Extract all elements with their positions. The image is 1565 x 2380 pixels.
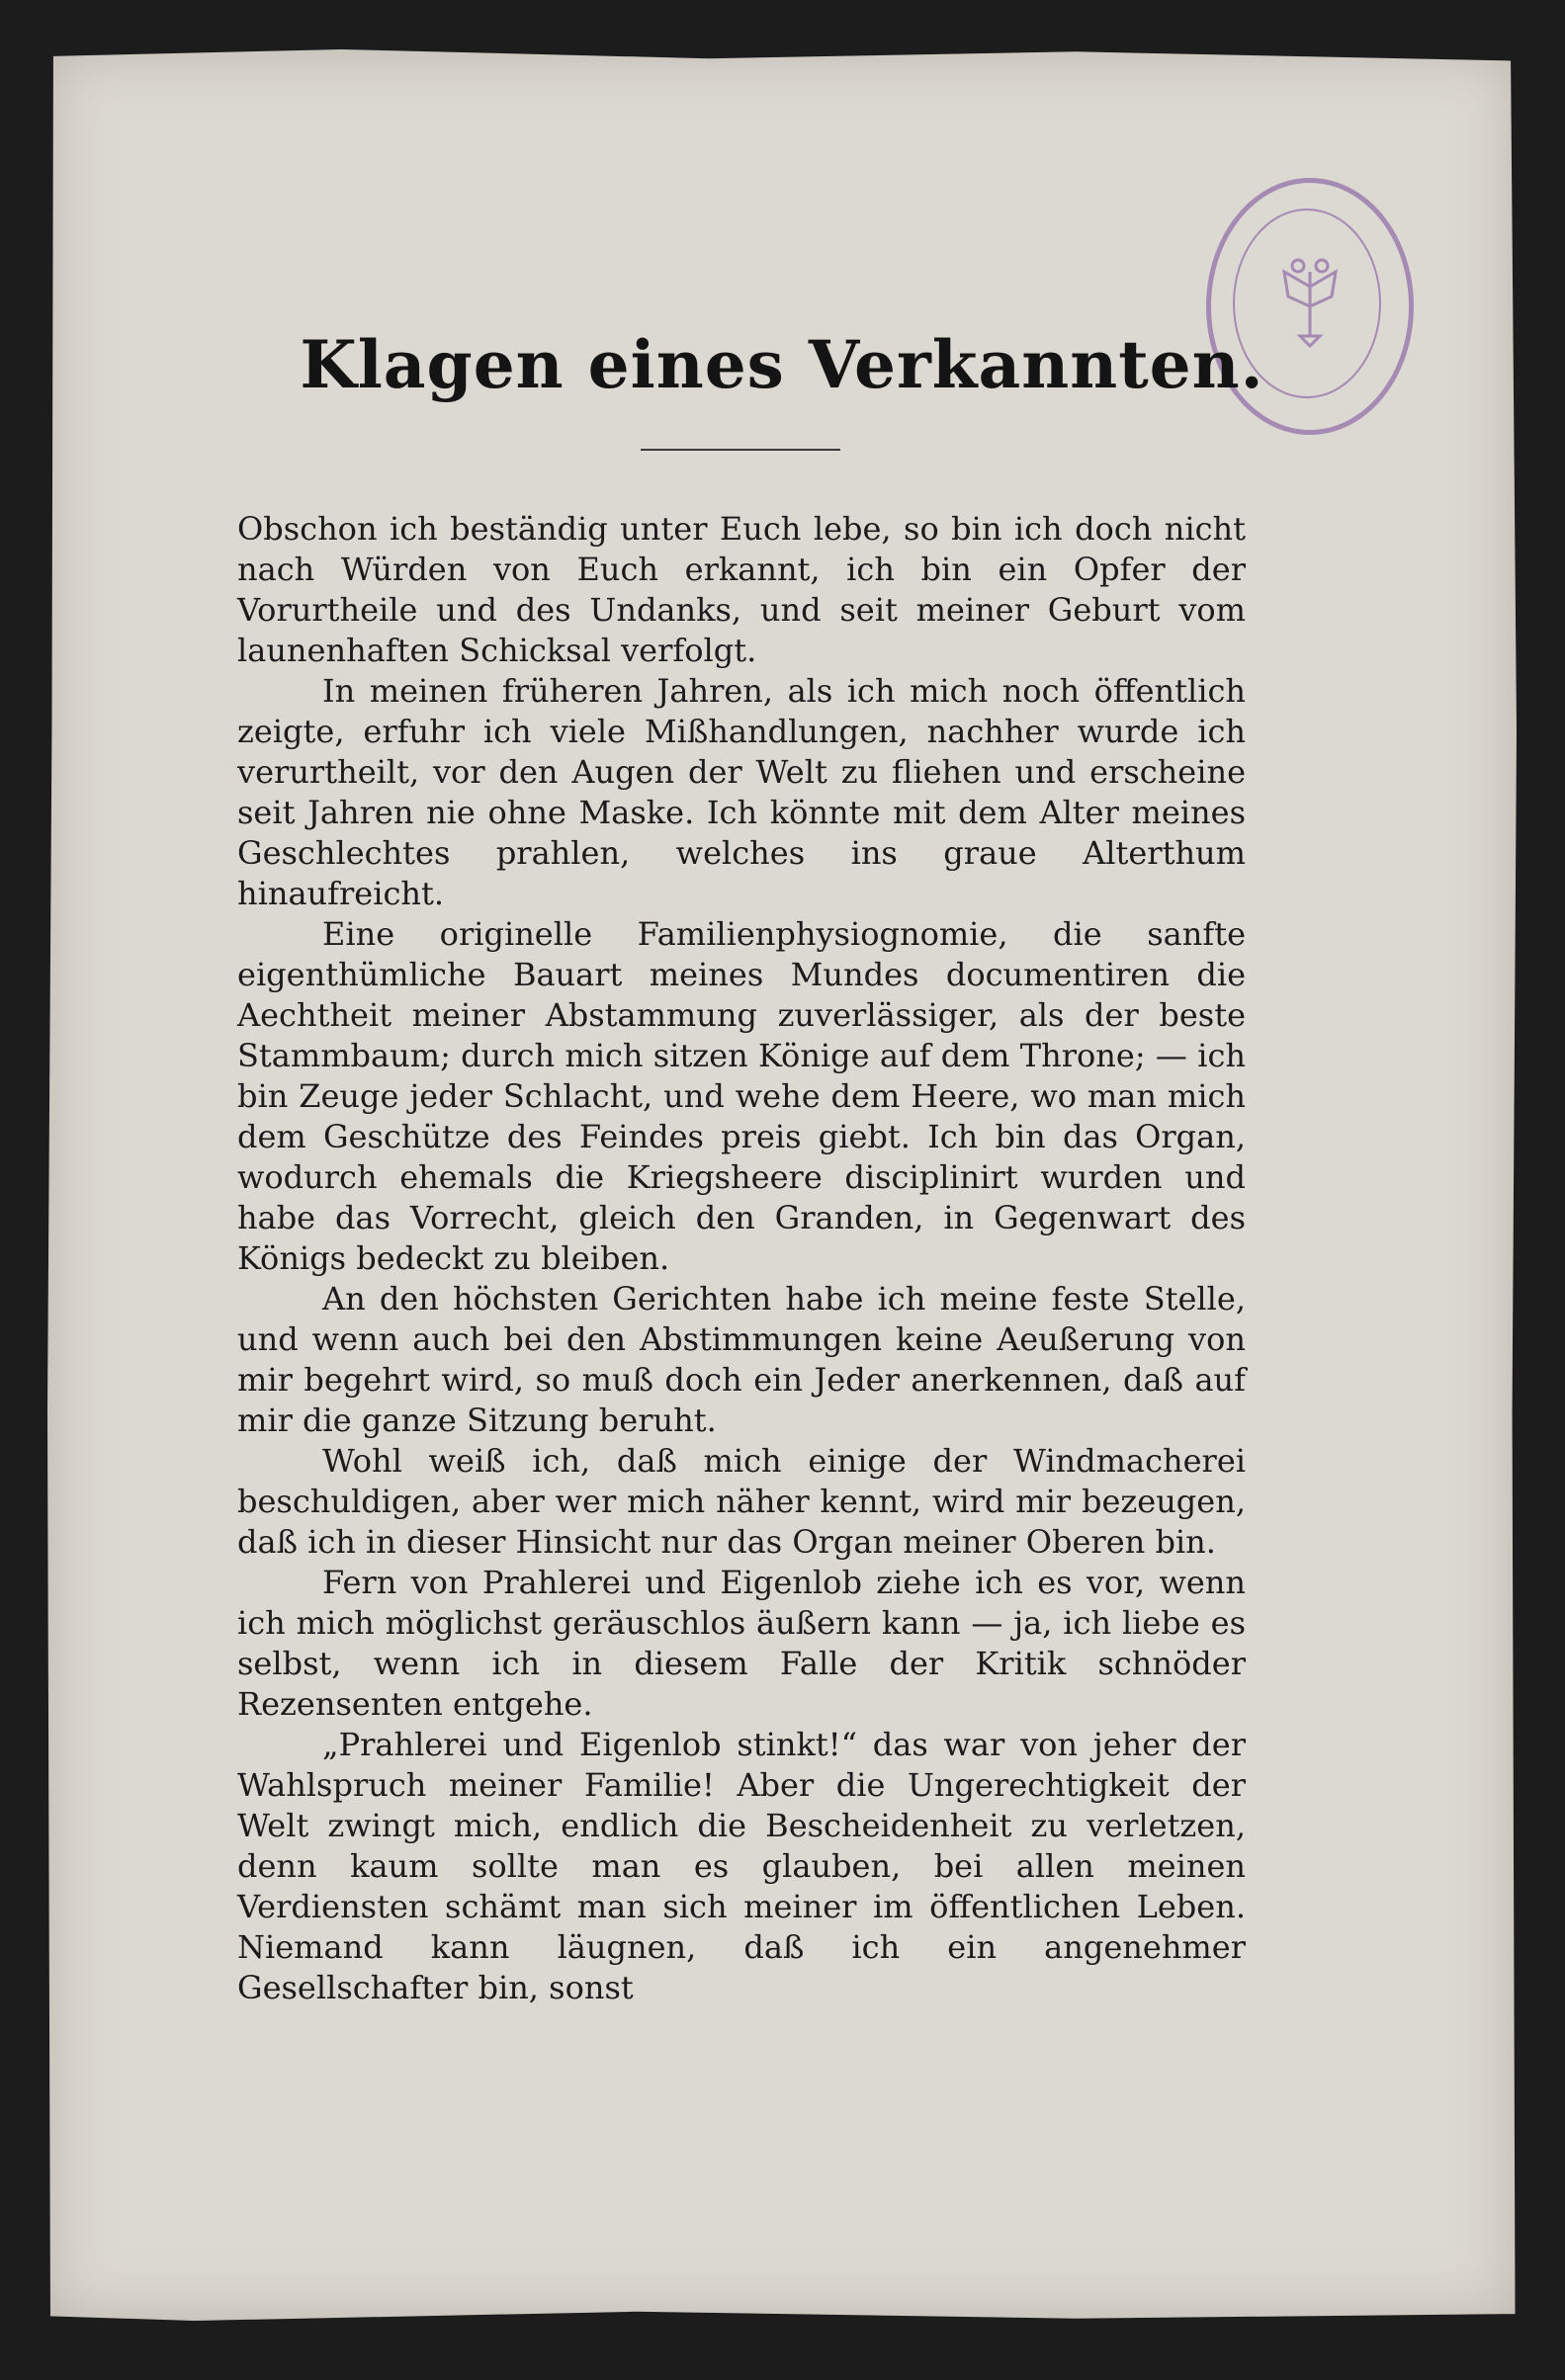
paragraph: In meinen früheren Jahren, als ich mich noch öffentlich zeigte, erfuhr ich viele Mißhandlungen, nachher wurde ich verurtheilt, vor den Augen der Welt zu fliehen und erscheine seit Jahren nie ohne Maske. Ich könnte mit dem Alter meines Geschlechtes prahlen, welches ins graue Alterthum hinaufreicht. — [237, 672, 1246, 912]
document-body — [237, 509, 1246, 2008]
document-title: Klagen eines Verkannten. — [300, 326, 1264, 403]
paragraph: Eine originelle Familienphysiognomie, die sanfte eigenthümliche Bauart meines Mundes documentiren die Aechtheit meiner Abstammung zuverlässiger, als der beste Stammbaum; durch mich sitzen Könige auf dem Throne; — ich bin Zeuge jeder Schlacht, und wehe dem Heere, wo man mich dem Geschütze des Feindes preis giebt. Ich bin das Organ, wodurch ehemals die Kriegsheere disciplinirt wurden und habe das Vorrecht, gleich den Granden, in Gegenwart des Königs bedeckt zu bleiben. — [237, 915, 1246, 1277]
paragraph: Wohl weiß ich, daß mich einige der Windmacherei beschuldigen, aber wer mich näher kennt, wird mir bezeugen, daß ich in dieser Hinsicht nur das Organ meiner Oberen bin. — [237, 1442, 1246, 1561]
paragraph: Fern von Prahlerei und Eigenlob ziehe ich es vor, wenn ich mich möglichst geräuschlos äußern kann — ja, ich liebe es selbst, wenn ich in diesem Falle der Kritik schnöder Rezensenten entgehe. — [237, 1564, 1246, 1723]
title-divider — [641, 449, 840, 451]
paragraph: Obschon ich beständig unter Euch lebe, so bin ich doch nicht nach Würden von Euch erkannt, ich bin ein Opfer der Vorurtheile und des Undanks, und seit meiner Geburt vom launenhaften Schicksal verfolgt. — [237, 510, 1246, 669]
paragraph: „Prahlerei und Eigenlob stinkt!“ das war von jeher der Wahlspruch meiner Familie! Aber die Ungerechtigkeit der Welt zwingt mich, endlich die Bescheidenheit zu verletzen, denn kaum sollte man es glauben, bei allen meinen Verdiensten schämt man sich meiner im öffentlichen Leben. Niemand kann läugnen, daß ich ein angenehmer Gesellschafter bin, sonst — [237, 1726, 1246, 2006]
paragraph: An den höchsten Gerichten habe ich meine feste Stelle, und wenn auch bei den Abstimmungen keine Aeußerung von mir begehrt wird, so muß doch ein Jeder anerkennen, daß auf mir die ganze Sitzung beruht. — [237, 1280, 1246, 1439]
